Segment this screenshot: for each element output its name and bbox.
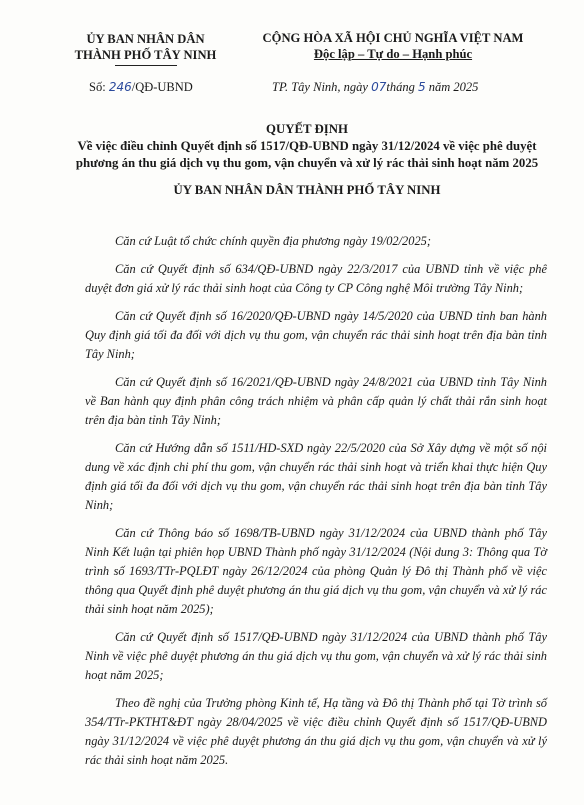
national-motto: Độc lập – Tự do – Hạnh phúc [313, 47, 473, 61]
doc-number-prefix: Số: [89, 80, 106, 94]
legal-basis-paragraph: Căn cứ Thông báo số 1698/TB-UBND ngày 31/12/2024 của UBND thành phố Tây Ninh Kết luận tại phiên họp UBND Thành phố ngày 31/12/2024 (Nội dung 3: Thông qua Tờ trình số 1693/TTr-PQLĐT ngày 26/12/2024 của phòng Quản lý Đô thị Thành phố về việc thông qua Quyết định phê duyệt phương án thu giá dịch vụ thu gom, vận chuyển và xử lý rác thải sinh hoạt năm 2025); [85, 526, 547, 616]
national-title: CỘNG HÒA XÃ HỘI CHỦ NGHĨA VIỆT NAM [262, 31, 524, 45]
document-number [89, 80, 193, 95]
date-year: năm 2025 [428, 80, 479, 94]
issuing-authority-heading: ỦY BAN NHÂN DÂN THÀNH PHỐ TÂY NINH [173, 183, 441, 197]
doc-type-heading: QUYẾT ĐỊNH [266, 122, 348, 136]
legal-basis-paragraph: Căn cứ Luật tổ chức chính quyền địa phương ngày 19/02/2025; [115, 234, 431, 248]
date-month-handwritten: 5 [417, 80, 426, 94]
date-prefix: TP. Tây Ninh, ngày [272, 80, 368, 94]
date-day-handwritten: 07 [371, 80, 387, 94]
proposal-paragraph: Theo đề nghị của Trưởng phòng Kinh tế, Hạ tầng và Đô thị Thành phố tại Tờ trình số 354/TTr-PKTHT&ĐT ngày 28/04/2025 về việc điều chỉnh Quyết định số 1517/QĐ-UBND ngày 31/12/2024 về việc phê duyệt phương án thu giá dịch vụ thu gom, vận chuyển và xử lý rác thải sinh hoạt năm 2025. [85, 696, 547, 767]
authority-line-1: ỦY BAN NHÂN DÂN [86, 32, 205, 46]
document-date [272, 80, 478, 95]
issuing-authority-header [58, 31, 233, 66]
decision-title-block [62, 121, 552, 199]
national-header [238, 30, 548, 62]
decision-subject: Về việc điều chỉnh Quyết định số 1517/QĐ-UBND ngày 31/12/2024 về việc phê duyệt phương án thu giá dịch vụ thu gom, vận chuyển và xử lý rác thải sinh hoạt năm 2025 [75, 139, 539, 170]
doc-number-handwritten: 246 [108, 80, 132, 94]
legal-basis-paragraph: Căn cứ Quyết định số 634/QĐ-UBND ngày 22/3/2017 của UBND tỉnh về việc phê duyệt đơn giá xử lý rác thải sinh hoạt của Công ty CP Công nghệ Môi trường Tây Ninh; [85, 262, 547, 295]
legal-basis-paragraph: Căn cứ Hướng dẫn số 1511/HD-SXD ngày 22/5/2020 của Sở Xây dựng về một số nội dung về xác định chi phí thu gom, vận chuyển rác thải sinh hoạt và triển khai thực hiện Quy định giá tối đa đối với dịch vụ thu gom, vận chuyển rác thải sinh hoạt trên địa bàn tỉnh Tây Ninh; [85, 441, 547, 512]
legal-basis-paragraph: Căn cứ Quyết định số 16/2021/QĐ-UBND ngày 24/8/2021 của UBND tỉnh Tây Ninh về Ban hành quy định phân công trách nhiệm và phân cấp quản lý chất thải rắn sinh hoạt trên địa bàn tỉnh Tây Ninh; [85, 375, 547, 427]
header-left-divider [115, 65, 177, 66]
date-month-label: tháng [386, 80, 415, 94]
authority-line-2: THÀNH PHỐ TÂY NINH [74, 48, 217, 62]
legal-basis [85, 232, 547, 779]
legal-basis-paragraph: Căn cứ Quyết định số 16/2020/QĐ-UBND ngày 14/5/2020 của UBND tỉnh ban hành Quy định giá tối đa đối với dịch vụ thu gom, vận chuyển rác thải sinh hoạt trên địa bàn tỉnh Tây Ninh; [85, 309, 547, 361]
doc-number-suffix: /QĐ-UBND [131, 80, 193, 94]
legal-basis-paragraph: Căn cứ Quyết định số 1517/QĐ-UBND ngày 31/12/2024 của UBND thành phố Tây Ninh về việc phê duyệt phương án thu giá dịch vụ thu gom, vận chuyển và xử lý rác thải sinh hoạt năm 2025; [85, 630, 547, 682]
